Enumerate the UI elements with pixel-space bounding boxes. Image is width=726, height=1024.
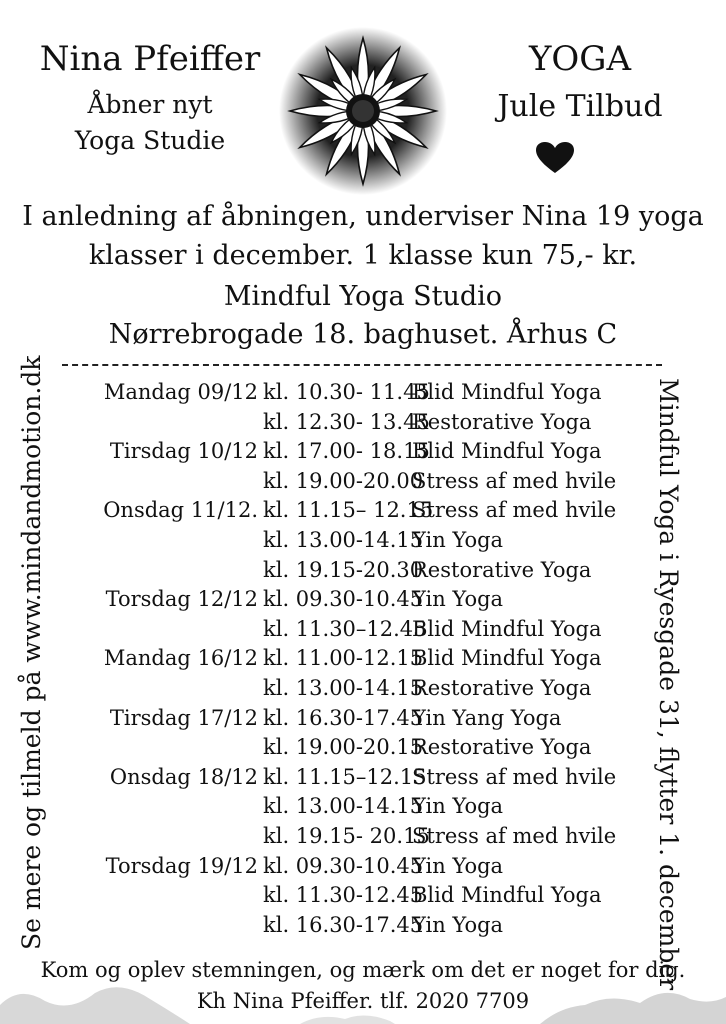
relocation-notice: Mindful Yoga i Ryesgade 31, flytter 1. december [654,378,683,991]
schedule-time: kl. 09.30-10.45 [263,587,424,611]
schedule-class: Stress af med hvile [412,765,617,789]
schedule-class: Blid Mindful Yoga [412,646,602,670]
heart-icon [535,141,575,175]
schedule-time: kl. 11.30-12.45 [263,883,424,907]
schedule-time: kl. 13.00-14.15 [263,676,424,700]
dashed-divider [62,364,662,366]
schedule-time: kl. 16.30-17.45 [263,706,424,730]
schedule-day: Tirsdag 17/12 [109,706,258,730]
schedule-class: Blid Mindful Yoga [412,883,602,907]
christmas-offer-title: Jule Tilbud [497,89,663,124]
schedule-time: kl. 11.00-12.15 [263,646,424,670]
footer-invitation: Kom og oplev stemningen, og mærk om det er noget for dig. [40,958,686,982]
schedule-time: kl. 13.00-14.15 [263,528,424,552]
schedule-day: Onsdag 18/12 [109,765,258,789]
studio-address: Nørrebrogade 18. baghuset. Århus C [108,319,618,350]
schedule-day: Tirsdag 10/12 [109,439,258,463]
schedule-time: kl. 11.15– 12.15 [263,498,434,522]
schedule-class: Yin Yang Yoga [412,706,562,730]
schedule-class: Blid Mindful Yoga [412,380,602,404]
schedule-time: kl. 19.00-20.15 [263,735,424,759]
schedule-day: Torsdag 19/12 [105,854,258,878]
schedule-class: Stress af med hvile [412,824,617,848]
schedule-time: kl. 19.00-20.00 [263,469,424,493]
schedule-time: kl. 17.00- 18.15 [263,439,430,463]
footer-signature: Kh Nina Pfeiffer. tlf. 2020 7709 [196,989,530,1013]
schedule-day: Torsdag 12/12 [105,587,258,611]
website-signup-text: Se mere og tilmeld på www.mindandmotion.dk [17,355,46,950]
intro-line-1: I anledning af åbningen, underviser Nina 19 yoga [22,201,704,232]
schedule-class: Blid Mindful Yoga [412,439,602,463]
schedule-class: Blid Mindful Yoga [412,617,602,641]
schedule-class: Yin Yoga [412,587,504,611]
schedule-time: kl. 13.00-14.15 [263,794,424,818]
schedule-time: kl. 16.30-17.45 [263,913,424,937]
schedule-time: kl. 11.15–12.15 [263,765,427,789]
lotus-flower-icon [278,26,448,196]
schedule-time: kl. 19.15-20.30 [263,558,424,582]
schedule-class: Restorative Yoga [412,735,592,759]
schedule-class: Yin Yoga [412,913,504,937]
schedule-day: Onsdag 11/12. [103,498,258,522]
schedule-class: Yin Yoga [412,528,504,552]
schedule-day: Mandag 09/12 [103,380,258,404]
schedule-class: Stress af med hvile [412,498,617,522]
schedule-class: Restorative Yoga [412,676,592,700]
yoga-title: YOGA [528,39,632,79]
schedule-class: Restorative Yoga [412,558,592,582]
schedule-time: kl. 19.15- 20.15 [263,824,430,848]
schedule-class: Yin Yoga [412,854,504,878]
decorative-waves [0,975,726,1024]
schedule-time: kl. 12.30- 13.45 [263,410,430,434]
schedule-time: kl. 10.30- 11.45 [263,380,430,404]
studio-name: Mindful Yoga Studio [223,281,503,312]
schedule-class: Restorative Yoga [412,410,592,434]
schedule-time: kl. 09.30-10.45 [263,854,424,878]
schedule-class: Stress af med hvile [412,469,617,493]
opening-line-1: Åbner nyt [87,90,213,119]
schedule-day: Mandag 16/12 [103,646,258,670]
schedule-class: Yin Yoga [412,794,504,818]
opening-line-2: Yoga Studie [74,126,226,155]
intro-line-2: klasser i december. 1 klasse kun 75,- kr. [88,240,638,271]
schedule-time: kl. 11.30–12.45 [263,617,427,641]
studio-owner-name: Nina Pfeiffer [39,39,261,79]
